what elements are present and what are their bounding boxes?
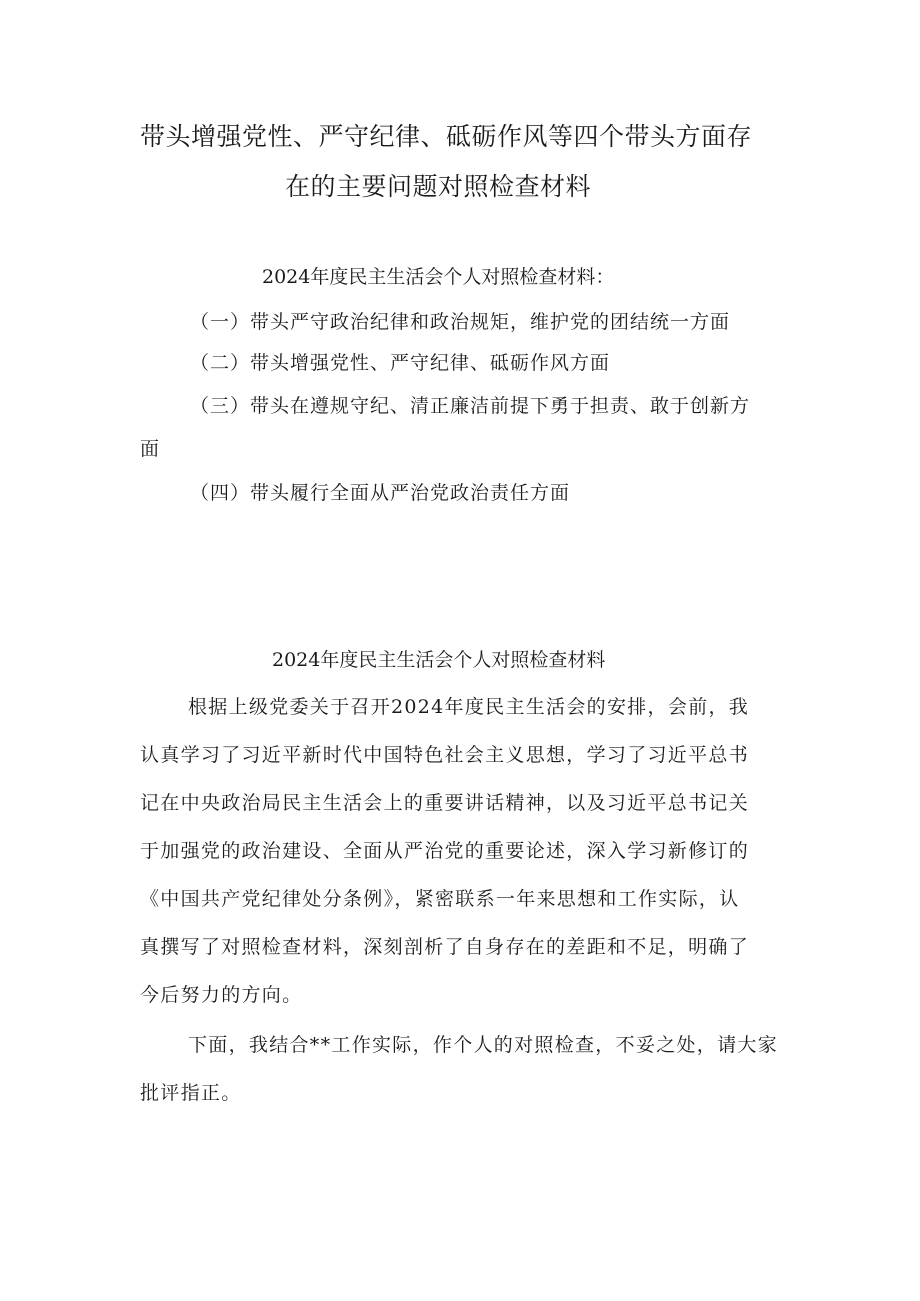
document-title-line-1: 带头增强党性、严守纪律、砥砺作风等四个带头方面存	[140, 122, 753, 151]
toc-heading: 2024年度民主生活会个人对照检查材料：	[262, 266, 615, 288]
paragraph-2-line-1: 下面，我结合**工作实际，作个人的对照检查，不妥之处，请大家	[188, 1034, 779, 1056]
paragraph-1-line-6: 真撰写了对照检查材料，深刻剖析了自身存在的差距和不足，明确了	[140, 936, 750, 958]
paragraph-1-line-7: 今后努力的方向。	[140, 984, 303, 1006]
paragraph-1-line-5: 《中国共产党纪律处分条例》，紧密联系一年来思想和工作实际，认	[140, 888, 740, 910]
paragraph-1-line-3: 记在中央政治局民主生活会上的重要讲话精神，以及习近平总书记关	[140, 792, 750, 814]
paragraph-1-line-2: 认真学习了习近平新时代中国特色社会主义思想，学习了习近平总书	[140, 744, 750, 766]
toc-item-2: （二）带头增强党性、严守纪律、砥砺作风方面	[190, 352, 611, 374]
toc-item-1: （一）带头严守政治纪律和政治规矩，维护党的团结统一方面	[190, 311, 731, 333]
paragraph-1-line-4: 于加强党的政治建设、全面从严治党的重要论述，深入学习新修订的	[140, 840, 750, 862]
paragraph-2-line-2: 批评指正。	[140, 1082, 242, 1104]
toc-item-3: （三）带头在遵规守纪、清正廉洁前提下勇于担责、敢于创新方	[190, 395, 751, 417]
paragraph-1-line-1: 根据上级党委关于召开2024年度民主生活会的安排，会前，我	[188, 696, 750, 718]
toc-item-4: （四）带头履行全面从严治党政治责任方面	[190, 482, 571, 504]
section-title: 2024年度民主生活会个人对照检查材料	[272, 649, 606, 671]
toc-item-3-continuation: 面	[140, 438, 161, 460]
document-title-line-2: 在的主要问题对照检查材料	[285, 172, 592, 201]
